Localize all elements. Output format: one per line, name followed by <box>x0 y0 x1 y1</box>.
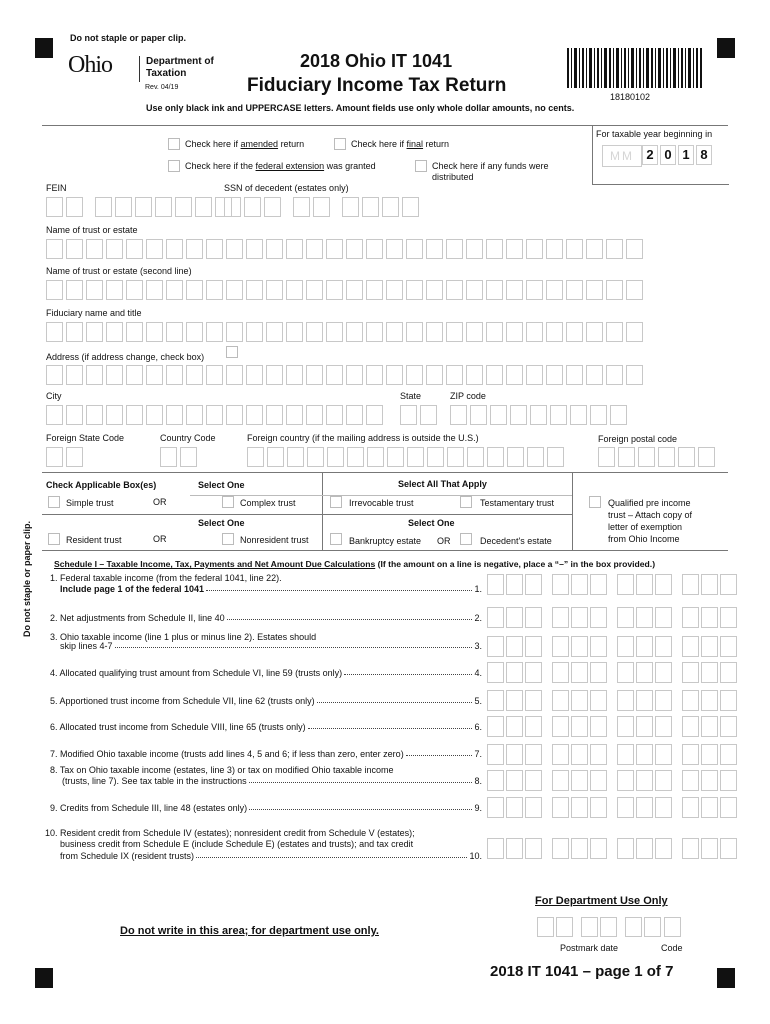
revision: Rev. 04/19 <box>145 84 179 91</box>
country-code-input[interactable] <box>160 447 197 467</box>
ohio-logo: Ohio <box>68 52 112 78</box>
funds-distributed-label: Check here if any funds were distributed <box>432 161 549 182</box>
line-6-row: 6. Allocated trust income from Schedule VIII, line 65 (trusts only) 6. <box>50 722 482 732</box>
taxable-year-digits: 2 0 1 8 <box>642 145 712 165</box>
city-input[interactable] <box>46 405 383 425</box>
foreign-postal-label: Foreign postal code <box>598 434 678 444</box>
ssn-input[interactable] <box>224 197 419 217</box>
line-5-row: 5. Apportioned trust income from Schedule VII, line 62 (trusts only) 5. <box>50 696 482 706</box>
name-input[interactable] <box>46 239 643 259</box>
foreign-postal-input[interactable] <box>598 447 715 467</box>
department-name: Department of Taxation <box>146 56 214 79</box>
month-input[interactable]: MM <box>602 145 642 167</box>
resident-trust-label: Resident trust <box>66 535 122 545</box>
form-title: 2018 Ohio IT 1041 <box>300 51 453 71</box>
address-change-checkbox[interactable] <box>226 346 238 358</box>
name-label: Name of trust or estate <box>46 225 138 235</box>
amount-input-line-10[interactable] <box>487 838 737 859</box>
line-9-row: 9. Credits from Schedule III, line 48 (estates only) 9. <box>50 803 482 813</box>
testamentary-trust-checkbox[interactable] <box>460 496 472 508</box>
line-1-text: 1. Federal taxable income (from the federal 1041, line 22). <box>50 573 282 583</box>
registration-mark <box>717 968 735 988</box>
state-label: State <box>400 391 422 401</box>
name2-input[interactable] <box>46 280 643 300</box>
simple-trust-checkbox[interactable] <box>48 496 60 508</box>
complex-trust-checkbox[interactable] <box>222 496 234 508</box>
barcode <box>567 48 702 88</box>
page-number: 2018 IT 1041 – page 1 of 7 <box>490 963 674 980</box>
amount-input-line-7[interactable] <box>487 744 737 765</box>
line-4-row: 4. Allocated qualifying trust amount from Schedule VI, line 59 (trusts only) 4. <box>50 668 482 678</box>
testamentary-trust-label: Testamentary trust <box>480 498 555 508</box>
line-3-row: skip lines 4-7 3. <box>60 641 482 651</box>
amount-input-line-8[interactable] <box>487 770 737 791</box>
country-code-label: Country Code <box>160 433 216 443</box>
postmark-date-label: Postmark date <box>560 943 619 953</box>
amended-checkbox[interactable] <box>168 138 180 150</box>
final-checkbox[interactable] <box>334 138 346 150</box>
select-one-label: Select One <box>198 480 245 490</box>
city-label: City <box>46 391 62 401</box>
extension-checkbox[interactable] <box>168 160 180 172</box>
line-3-text: 3. Ohio taxable income (line 1 plus or minus line 2). Estates should <box>50 632 317 642</box>
staple-notice: Do not staple or paper clip. <box>70 33 187 43</box>
line-7-row: 7. Modified Ohio taxable income (trusts add lines 4, 5 and 6; if less than zero, enter zero) 7. <box>50 749 482 759</box>
bankruptcy-estate-label: Bankruptcy estate <box>349 536 422 546</box>
decedents-estate-label: Decedent's estate <box>480 536 552 546</box>
code-label: Code <box>661 943 683 953</box>
complex-trust-label: Complex trust <box>240 498 296 508</box>
name2-label: Name of trust or estate (second line) <box>46 266 192 276</box>
zip-input[interactable] <box>450 405 627 425</box>
fein-label: FEIN <box>46 183 67 193</box>
irrevocable-trust-checkbox[interactable] <box>330 496 342 508</box>
qualified-trust-label: Qualified pre income trust – Attach copy of letter of exemption from Ohio Income <box>608 498 693 544</box>
amended-label: Check here if amended return <box>185 139 305 149</box>
check-applicable-label: Check Applicable Box(es) <box>46 480 157 490</box>
foreign-country-input[interactable] <box>247 447 564 467</box>
schedule-heading: Schedule I – Taxable Income, Tax, Payments and Net Amount Due Calculations (If the amount on a line is negative, place a “–” in the box provided.) <box>54 559 656 569</box>
state-input[interactable] <box>400 405 437 425</box>
or-label: OR <box>153 497 167 507</box>
do-not-write-notice: Do not write in this area; for department use only. <box>120 925 379 937</box>
registration-mark <box>717 38 735 58</box>
fiduciary-input[interactable] <box>46 322 643 342</box>
decedents-estate-checkbox[interactable] <box>460 533 472 545</box>
line-10-text: 10. Resident credit from Schedule IV (estates); nonresident credit from Schedule V (estates); business credit from Schedule E (include Schedule E) (estates and trusts); and tax credit <box>45 828 415 849</box>
resident-trust-checkbox[interactable] <box>48 533 60 545</box>
or-label-3: OR <box>437 536 451 546</box>
simple-trust-label: Simple trust <box>66 498 114 508</box>
line-8-text: 8. Tax on Ohio taxable income (estates, line 3) or tax on modified Ohio taxable income <box>50 765 394 775</box>
nonresident-trust-checkbox[interactable] <box>222 533 234 545</box>
line-1-row: Include page 1 of the federal 1041 1. <box>60 584 482 594</box>
foreign-state-input[interactable] <box>46 447 83 467</box>
select-one-label-3: Select One <box>408 518 455 528</box>
address-label: Address (if address change, check box) <box>46 352 205 362</box>
form-subtitle: Fiduciary Income Tax Return <box>247 75 507 96</box>
amount-input-line-6[interactable] <box>487 716 737 737</box>
amount-input-line-2[interactable] <box>487 607 737 628</box>
zip-label: ZIP code <box>450 391 486 401</box>
foreign-country-label: Foreign country (if the mailing address is outside the U.S.) <box>247 433 479 443</box>
side-staple-notice: Do not staple or paper clip. <box>22 521 32 638</box>
foreign-state-label: Foreign State Code <box>46 433 125 443</box>
fiduciary-label: Fiduciary name and title <box>46 308 142 318</box>
ink-instructions: Use only black ink and UPPERCASE letters. Amount fields use only whole dollar amounts, no cents. <box>146 103 575 113</box>
amount-input-line-9[interactable] <box>487 797 737 818</box>
line-8-row: (trusts, line 7). See tax table in the instructions 8. <box>62 776 482 786</box>
select-all-label: Select All That Apply <box>398 479 487 489</box>
ssn-label: SSN of decedent (estates only) <box>224 183 349 193</box>
registration-mark <box>35 38 53 58</box>
select-one-label-2: Select One <box>198 518 245 528</box>
qualified-trust-checkbox[interactable] <box>589 496 601 508</box>
amount-input-line-3[interactable] <box>487 636 737 657</box>
taxable-year-label: For taxable year beginning in <box>596 129 713 139</box>
code-input <box>664 917 681 937</box>
funds-distributed-checkbox[interactable] <box>415 160 427 172</box>
fein-input[interactable] <box>46 197 232 217</box>
form-number: 18180102 <box>610 92 651 102</box>
amount-input-line-1[interactable] <box>487 574 737 595</box>
address-input[interactable] <box>46 365 643 385</box>
registration-mark <box>35 968 53 988</box>
line-10-row: from Schedule IX (resident trusts) 10. <box>60 851 482 861</box>
irrevocable-trust-label: Irrevocable trust <box>349 498 414 508</box>
nonresident-trust-label: Nonresident trust <box>240 535 309 545</box>
or-label-2: OR <box>153 534 167 544</box>
final-label: Check here if final return <box>351 139 450 149</box>
department-use-heading: For Department Use Only <box>535 895 668 907</box>
amount-input-line-4[interactable] <box>487 662 737 683</box>
bankruptcy-estate-checkbox[interactable] <box>330 533 342 545</box>
line-2-row: 2. Net adjustments from Schedule II, line 40 2. <box>50 613 482 623</box>
postmark-date-input <box>537 917 661 937</box>
amount-input-line-5[interactable] <box>487 690 737 711</box>
extension-label: Check here if the federal extension was granted <box>185 161 376 171</box>
